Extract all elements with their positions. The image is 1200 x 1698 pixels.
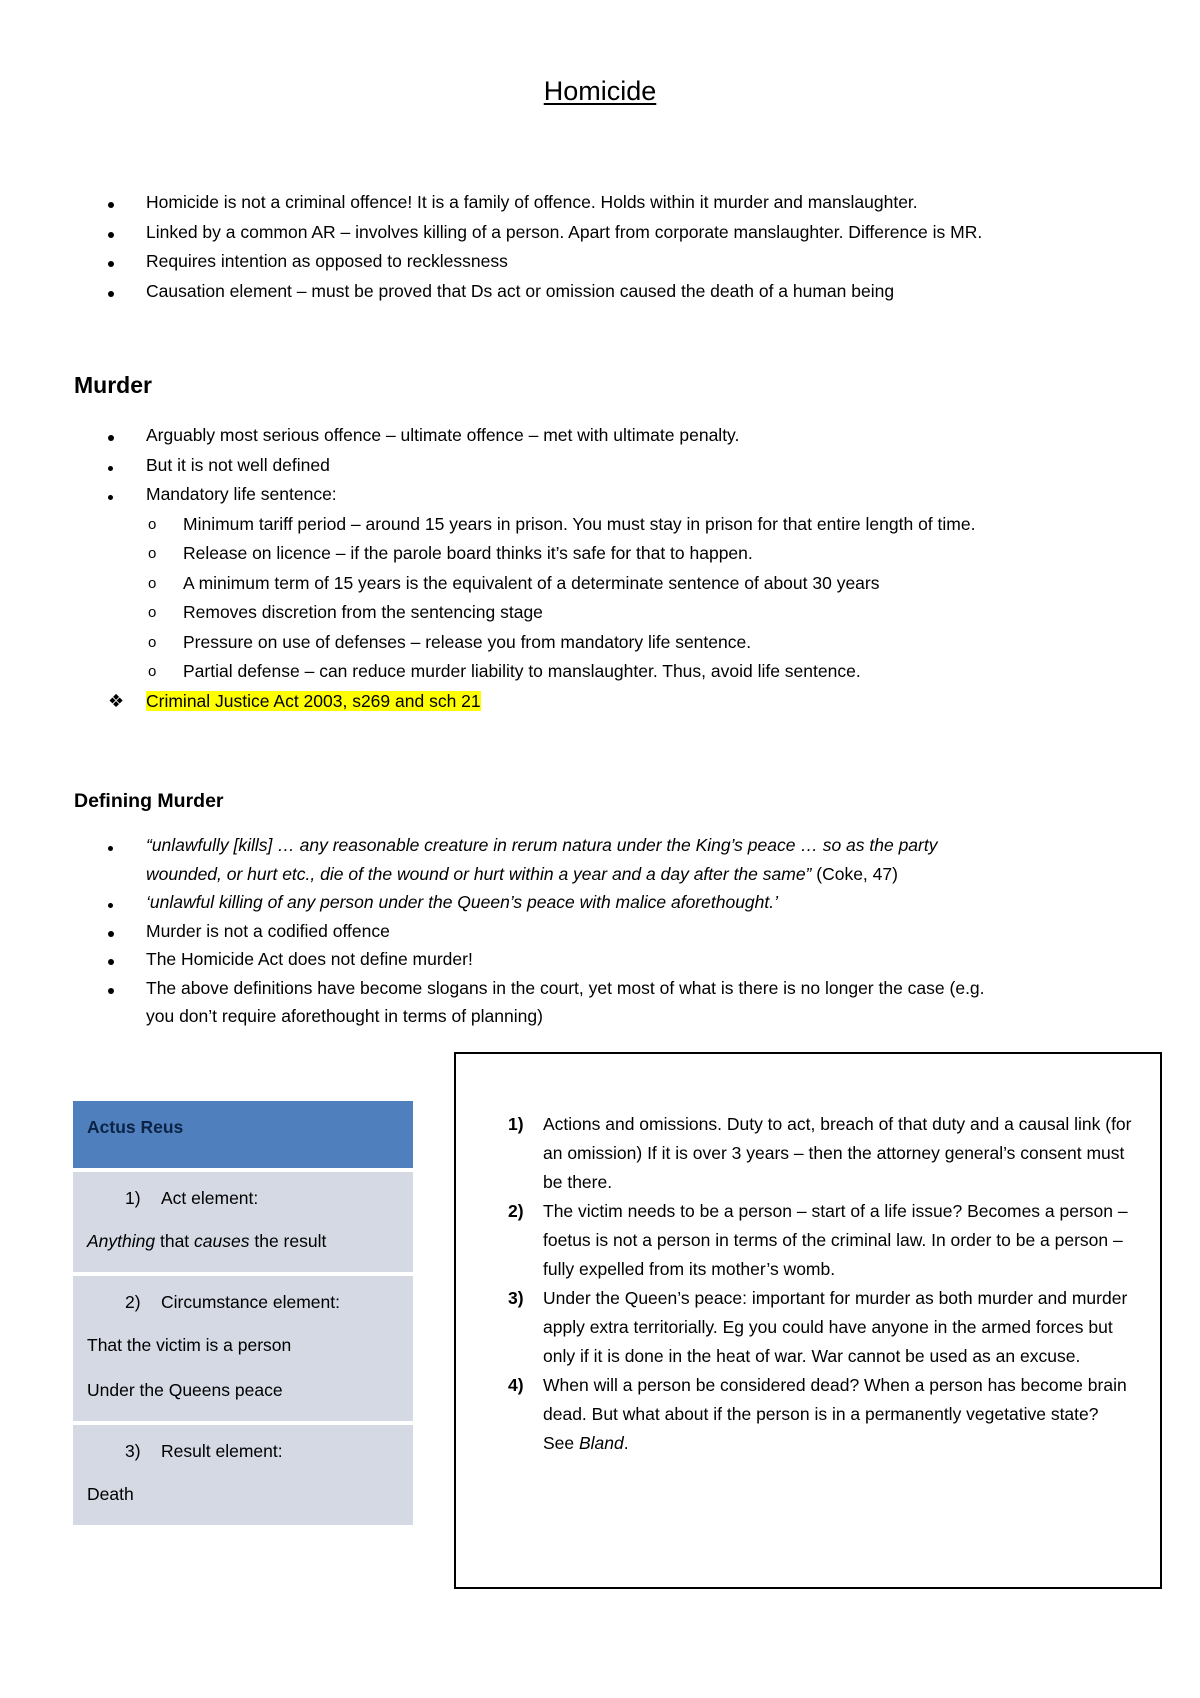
circle-bullet-icon: o xyxy=(148,574,157,592)
bullet-icon xyxy=(108,188,128,218)
act-element-cell: 1) Act element: Anything that causes the result xyxy=(73,1172,413,1276)
circle-bullet-icon: o xyxy=(148,604,157,621)
list-item: Mandatory life sentence: xyxy=(0,480,975,510)
bullet-icon xyxy=(108,277,128,307)
list-item: 3) Under the Queen’s peace: important for murder as both murder and murder apply extra territorially. Eg you could have anyone in the armed forces but only if it is done in the heat of war. War cannot be used as an excuse. xyxy=(508,1288,1128,1366)
actus-reus-table xyxy=(73,1101,413,1529)
circle-bullet-icon: o xyxy=(148,633,157,651)
diamond-bullet-icon: ❖ xyxy=(108,690,125,711)
table-header: Actus Reus xyxy=(73,1101,413,1172)
notes-list xyxy=(456,1110,1160,1458)
sub-list-item: o Removes discretion from the sentencing stage xyxy=(0,598,975,628)
sub-list-item: o Release on licence – if the parole board thinks it’s safe for that to happen. xyxy=(0,539,975,569)
list-item: Arguably most serious offence – ultimate offence – met with ultimate penalty. xyxy=(0,421,975,451)
bullet-icon xyxy=(108,451,128,481)
highlighted-list-item xyxy=(0,687,975,717)
murder-heading: Murder xyxy=(74,372,152,398)
sub-list-item: o Minimum tariff period – around 15 years in prison. You must stay in prison for that entire length of time. xyxy=(0,510,975,540)
bullet-icon xyxy=(108,917,128,946)
bullet-icon xyxy=(108,831,128,860)
list-item: The above definitions have become slogans in the court, yet most of what is there is no longer the case (e.g. you don’t require aforethought in terms of planning) xyxy=(0,974,985,1031)
sub-list-item: o Partial defense – can reduce murder liability to manslaughter. Thus, avoid life sentence. xyxy=(0,657,975,687)
bullet-icon xyxy=(108,888,128,917)
result-element-cell: 3) Result element: Death xyxy=(73,1425,413,1529)
intro-list xyxy=(0,188,982,306)
list-item: 4) When will a person be considered dead? When a person has become brain dead. But what about if the person is in a permanently vegetative state? See Bland. xyxy=(508,1375,1127,1453)
highlighted-reference: Criminal Justice Act 2003, s269 and sch 21 xyxy=(146,690,481,711)
bullet-icon xyxy=(108,480,128,510)
murder-list xyxy=(0,421,975,716)
circle-bullet-icon: o xyxy=(148,545,157,562)
bullet-icon xyxy=(108,218,128,248)
circle-bullet-icon: o xyxy=(148,515,157,533)
circumstance-element-cell: 2) Circumstance element: That the victim is a person Under the Queens peace xyxy=(73,1276,413,1425)
list-item: 2) The victim needs to be a person – start of a life issue? Becomes a person – foetus is not a person in terms of the criminal law. In order to be a person – fully expelled from its mother’s womb. xyxy=(508,1201,1128,1279)
bullet-icon xyxy=(108,247,128,277)
list-item: But it is not well defined xyxy=(0,451,975,481)
list-item: 1) Actions and omissions. Duty to act, breach of that duty and a causal link (for an omission) If it is over 3 years – then the attorney general’s consent must be there. xyxy=(508,1114,1132,1192)
list-item: Homicide is not a criminal offence! It is a family of offence. Holds within it murder and manslaughter. xyxy=(0,188,982,218)
defining-list xyxy=(0,831,985,1031)
sub-list-item: o A minimum term of 15 years is the equivalent of a determinate sentence of about 30 years xyxy=(0,569,975,599)
bullet-icon xyxy=(108,974,128,1003)
list-item: “unlawfully [kills] … any reasonable creature in rerum natura under the King’s peace … so as the party wounded, or hurt etc., die of the wound or hurt within a year and a day after the same” (Coke, 47) xyxy=(0,831,985,888)
bullet-icon xyxy=(108,421,128,451)
defining-murder-heading: Defining Murder xyxy=(74,790,224,812)
list-item: Requires intention as opposed to recklessness xyxy=(0,247,982,277)
page-title: Homicide xyxy=(543,76,657,106)
list-item: ‘unlawful killing of any person under the Queen’s peace with malice aforethought.’ xyxy=(0,888,985,917)
sub-list-item: o Pressure on use of defenses – release you from mandatory life sentence. xyxy=(0,628,975,658)
list-item: Linked by a common AR – involves killing of a person. Apart from corporate manslaughter. Difference is MR. xyxy=(0,218,982,248)
notes-box xyxy=(454,1052,1162,1589)
list-item: The Homicide Act does not define murder! xyxy=(0,945,985,974)
bullet-icon xyxy=(108,945,128,974)
list-item: Murder is not a codified offence xyxy=(0,917,985,946)
circle-bullet-icon: o xyxy=(148,663,157,680)
list-item: Causation element – must be proved that Ds act or omission caused the death of a human being xyxy=(0,277,982,307)
